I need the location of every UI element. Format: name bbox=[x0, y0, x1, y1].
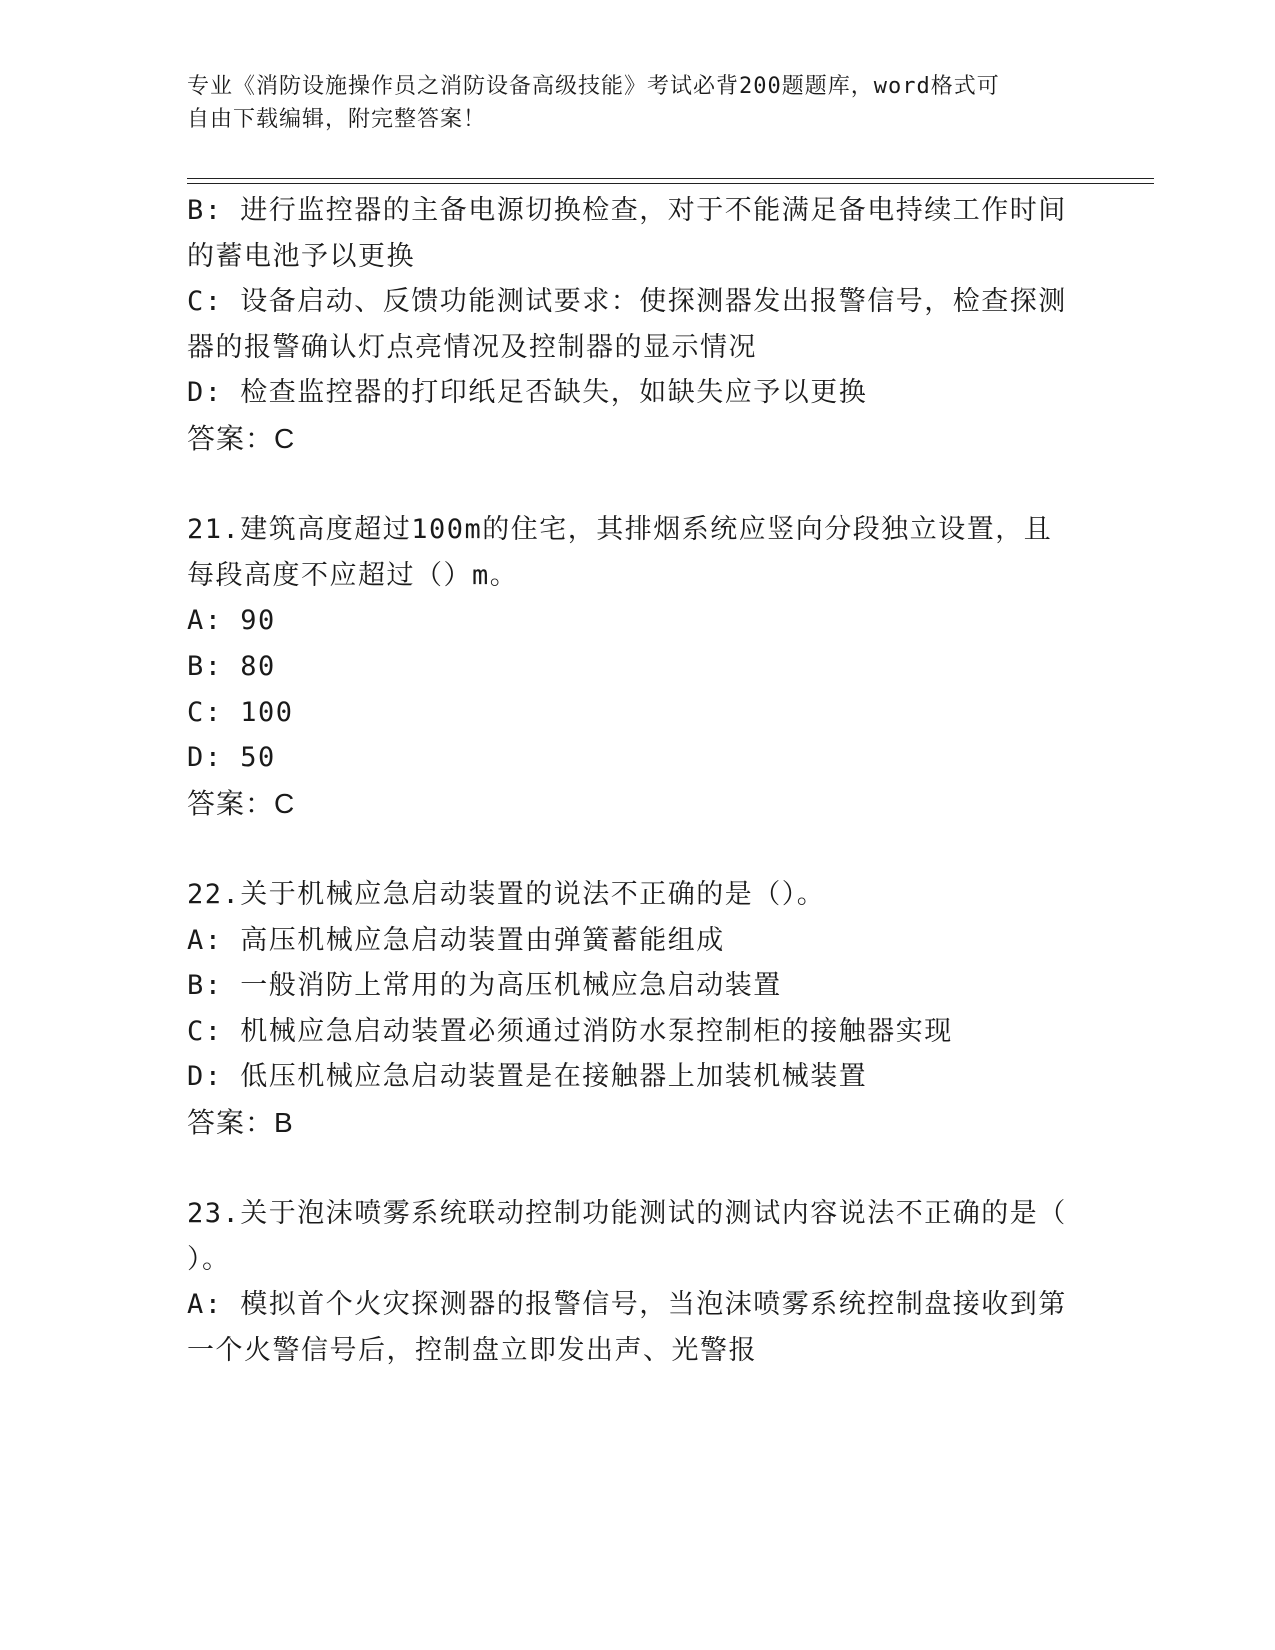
question-stem: 22.关于机械应急启动装置的说法不正确的是（）。 bbox=[187, 878, 826, 910]
option-a: A: 高压机械应急启动装置由弹簧蓄能组成 bbox=[187, 924, 725, 956]
question-stem-line-2: 每段高度不应超过（）m。 bbox=[187, 559, 519, 591]
header-line-2: 自由下载编辑，附完整答案！ bbox=[187, 107, 487, 132]
question-stem-line-2: ）。 bbox=[187, 1243, 231, 1275]
option-a: A: 90 bbox=[187, 605, 276, 637]
question-prev bbox=[187, 188, 1087, 462]
option-b: B: 80 bbox=[187, 650, 276, 682]
option-c-line-2: 器的报警确认灯点亮情况及控制器的显示情况 bbox=[187, 331, 757, 363]
header-divider-bottom bbox=[187, 183, 1154, 184]
answer: 答案：C bbox=[187, 787, 296, 819]
option-d: D: 低压机械应急启动装置是在接触器上加装机械装置 bbox=[187, 1061, 868, 1093]
question-23 bbox=[187, 1191, 1087, 1373]
question-21 bbox=[187, 507, 1087, 826]
spacer bbox=[187, 462, 1087, 508]
option-c: C: 机械应急启动装置必须通过消防水泵控制柜的接触器实现 bbox=[187, 1015, 953, 1047]
question-list bbox=[187, 188, 1087, 1373]
question-stem-line-1: 21.建筑高度超过100m的住宅，其排烟系统应竖向分段独立设置，且 bbox=[187, 514, 1053, 546]
option-b-line-2: 的蓄电池予以更换 bbox=[187, 240, 415, 272]
spacer bbox=[187, 826, 1087, 872]
header-line-1: 专业《消防设施操作员之消防设备高级技能》考试必背200题题库，word格式可 bbox=[187, 74, 1000, 99]
answer: 答案：B bbox=[187, 1106, 294, 1138]
question-22 bbox=[187, 872, 1087, 1146]
option-b: B: 一般消防上常用的为高压机械应急启动装置 bbox=[187, 970, 782, 1002]
option-d: D: 50 bbox=[187, 742, 276, 774]
option-c-line-1: C: 设备启动、反馈功能测试要求：使探测器发出报警信号，检查探测 bbox=[187, 286, 1067, 318]
option-d: D: 检查监控器的打印纸足否缺失，如缺失应予以更换 bbox=[187, 377, 868, 409]
option-c: C: 100 bbox=[187, 696, 294, 728]
option-b-line-1: B: 进行监控器的主备电源切换检查，对于不能满足备电持续工作时间 bbox=[187, 195, 1067, 226]
option-a-line-2: 一个火警信号后，控制盘立即发出声、光警报 bbox=[187, 1334, 757, 1366]
document-header bbox=[187, 70, 1077, 136]
header-divider-top bbox=[187, 178, 1154, 179]
question-stem-line-1: 23.关于泡沫喷雾系统联动控制功能测试的测试内容说法不正确的是（ bbox=[187, 1198, 1067, 1230]
answer: 答案：C bbox=[187, 422, 296, 454]
spacer bbox=[187, 1145, 1087, 1191]
option-a-line-1: A: 模拟首个火灾探测器的报警信号，当泡沫喷雾系统控制盘接收到第 bbox=[187, 1289, 1067, 1321]
